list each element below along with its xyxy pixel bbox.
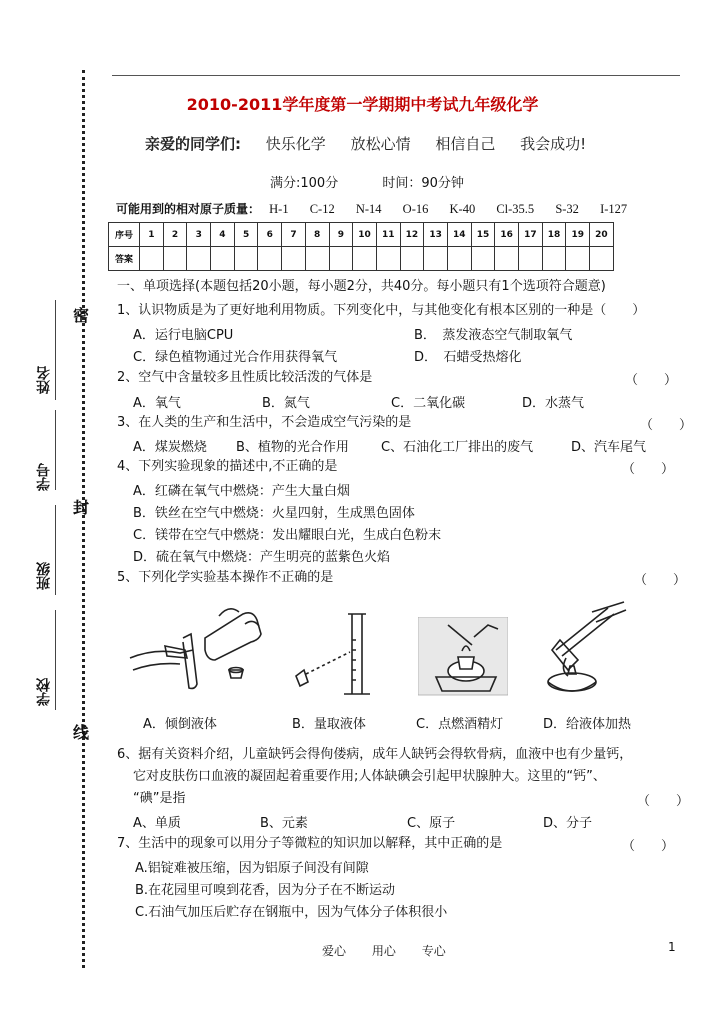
- answer-cell[interactable]: [376, 247, 400, 271]
- answer-table-head: 序号: [109, 223, 140, 247]
- side-field-school-line: [55, 610, 56, 710]
- seal-dotted-line: [82, 70, 85, 968]
- figure-pour-liquid: [125, 598, 275, 698]
- question-5-option-a: A．倾倒液体: [143, 717, 217, 732]
- answer-table-number: 14: [447, 223, 471, 247]
- question-2-option-a: A．氧气: [133, 396, 181, 411]
- question-6-option-c: C、原子: [407, 816, 456, 831]
- side-field-student-id: 学号: [36, 463, 52, 491]
- question-1-stem: 1、认识物质是为了更好地利用物质。下列变化中，与其他变化有根本区别的一种是（ ）: [117, 303, 646, 318]
- answer-cell[interactable]: [400, 247, 424, 271]
- question-2-option-b: B．氮气: [262, 396, 310, 411]
- question-5-option-d: D．给液体加热: [543, 717, 632, 732]
- question-5-option-b: B．量取液体: [292, 717, 366, 732]
- answer-table-number: 5: [234, 223, 258, 247]
- answer-cell[interactable]: [566, 247, 590, 271]
- answer-cell[interactable]: [424, 247, 448, 271]
- answer-cell[interactable]: [542, 247, 566, 271]
- answer-cell[interactable]: [140, 247, 164, 271]
- question-6-line-2: 它对皮肤伤口血液的凝固起着重要作用;人体缺碘会引起甲状腺肿大。这里的“钙”、: [133, 769, 606, 784]
- answer-cell[interactable]: [519, 247, 543, 271]
- question-2-option-d: D．水蒸气: [522, 396, 585, 411]
- page-number: 1: [668, 940, 676, 954]
- answer-cell[interactable]: [234, 247, 258, 271]
- question-3-option-d: D、汽车尾气: [571, 440, 647, 455]
- answer-table-number: 12: [400, 223, 424, 247]
- question-7-option-c: C.石油气加压后贮存在钢瓶中，因为气体分子体积很小: [135, 905, 448, 920]
- question-4-option-d: D．硫在氧气中燃烧：产生明亮的蓝紫色火焰: [133, 550, 391, 565]
- footer-word: 专心: [421, 944, 446, 958]
- side-field-class: 班级: [36, 562, 52, 590]
- question-2-option-c: C．二氧化碳: [391, 396, 466, 411]
- question-7-answer-paren: （ ）: [622, 839, 675, 854]
- question-2-stem: 2、空气中含量较多且性质比较活泼的气体是: [117, 370, 373, 385]
- question-7-option-a: A.铝锭难被压缩，因为铝原子间没有间隙: [135, 861, 369, 876]
- answer-table-answer-row: [109, 247, 614, 271]
- answer-table-number: 8: [305, 223, 329, 247]
- side-field-name-line: [55, 300, 56, 400]
- question-6-option-a: A、单质: [133, 816, 181, 831]
- side-field-name: 姓名: [36, 366, 52, 394]
- answer-cell[interactable]: [258, 247, 282, 271]
- atomic-mass-item: H-1: [269, 202, 289, 216]
- question-6-line-1: 6、据有关资料介绍，儿童缺钙会得佝偻病，成年人缺钙会得软骨病，血液中也有少量钙，: [117, 747, 633, 762]
- seal-char-feng: 封: [73, 498, 90, 517]
- question-1-option-a: A．运行电脑CPU: [133, 328, 234, 343]
- question-3-stem: 3、在人类的生产和生活中，不会造成空气污染的是: [117, 415, 412, 430]
- answer-cell[interactable]: [353, 247, 377, 271]
- question-4-answer-paren: （ ）: [622, 462, 675, 477]
- answer-cell[interactable]: [282, 247, 306, 271]
- answer-table-number: 18: [542, 223, 566, 247]
- greeting-phrase: 我会成功!: [520, 135, 587, 153]
- question-6-line-3: “碘”是指: [133, 791, 186, 806]
- question-5-answer-paren: （ ）: [634, 573, 687, 588]
- side-field-student-id-line: [55, 410, 56, 490]
- answer-table-number: 2: [163, 223, 187, 247]
- figure-light-alcohol-lamp: [418, 617, 508, 697]
- side-field-class-line: [55, 505, 56, 595]
- question-5-stem: 5、下列化学实验基本操作不正确的是: [117, 570, 334, 585]
- answer-cell[interactable]: [187, 247, 211, 271]
- footer-word: 用心: [371, 944, 396, 958]
- answer-table-number: 10: [353, 223, 377, 247]
- question-6-option-b: B、元素: [260, 816, 308, 831]
- greeting-phrase: 快乐化学: [265, 135, 326, 153]
- seal-char-xian: 线: [73, 723, 90, 742]
- page-title: 2010-2011学年度第一学期期中考试九年级化学: [186, 95, 539, 114]
- answer-cell[interactable]: [471, 247, 495, 271]
- question-3-option-a: A．煤炭燃烧: [133, 440, 207, 455]
- question-4-option-c: C．镁带在空气中燃烧：发出耀眼白光，生成白色粉末: [133, 528, 442, 543]
- atomic-mass-item: S-32: [555, 202, 579, 216]
- answer-table-number: 20: [590, 223, 614, 247]
- footer-word: 爱心: [322, 944, 347, 958]
- atomic-masses: [116, 200, 645, 217]
- question-1-option-c: C．绿色植物通过光合作用获得氧气: [133, 350, 338, 365]
- section-heading: 一、单项选择(本题包括20小题，每小题2分，共40分。每小题只有1个选项符合题意): [117, 279, 606, 294]
- atomic-mass-item: I-127: [600, 202, 628, 216]
- answer-cell[interactable]: [329, 247, 353, 271]
- answer-cell[interactable]: [305, 247, 329, 271]
- answer-cell[interactable]: [163, 247, 187, 271]
- answer-table-number: 6: [258, 223, 282, 247]
- answer-table-answer-head: 答案: [109, 247, 140, 271]
- question-7-option-b: B.在花园里可嗅到花香，因为分子在不断运动: [135, 883, 396, 898]
- question-6-option-d: D、分子: [543, 816, 593, 831]
- question-3-option-b: B、植物的光合作用: [236, 440, 349, 455]
- answer-cell[interactable]: [495, 247, 519, 271]
- atomic-mass-item: C-12: [309, 202, 335, 216]
- greeting: [145, 133, 606, 154]
- answer-cell[interactable]: [590, 247, 614, 271]
- question-6-answer-paren: （ ）: [637, 794, 690, 809]
- atomic-masses-label: 可能用到的相对原子质量：: [116, 202, 261, 216]
- question-1-option-d: D． 石蜡受热熔化: [414, 350, 522, 365]
- answer-table: [108, 222, 614, 271]
- question-4-option-a: A．红磷在氧气中燃烧：产生大量白烟: [133, 484, 350, 499]
- answer-table-number: 17: [519, 223, 543, 247]
- question-4-option-b: B．铁丝在空气中燃烧：火星四射，生成黑色固体: [133, 506, 415, 521]
- question-1-option-b: B． 蒸发液态空气制取氧气: [414, 328, 573, 343]
- question-7-stem: 7、生活中的现象可以用分子等微粒的知识加以解释，其中正确的是: [117, 836, 503, 851]
- answer-table-number: 4: [211, 223, 235, 247]
- full-score: 满分:100分: [270, 176, 339, 191]
- greeting-phrase: 相信自己: [435, 135, 496, 153]
- answer-table-number: 3: [187, 223, 211, 247]
- figure-heat-liquid: [538, 600, 628, 700]
- atomic-mass-item: N-14: [355, 202, 382, 216]
- answer-table-number: 11: [376, 223, 400, 247]
- header-rule: [112, 75, 680, 76]
- atomic-mass-item: K-40: [449, 202, 476, 216]
- answer-cell[interactable]: [211, 247, 235, 271]
- answer-cell[interactable]: [447, 247, 471, 271]
- question-2-answer-paren: （ ）: [625, 373, 678, 388]
- greeting-lead: 亲爱的同学们:: [145, 135, 241, 153]
- answer-table-number-row: [109, 223, 614, 247]
- answer-table-number: 13: [424, 223, 448, 247]
- answer-table-number: 9: [329, 223, 353, 247]
- side-field-school: 学校: [36, 678, 52, 706]
- figure-measure-liquid: [282, 610, 372, 700]
- greeting-phrase: 放松心情: [350, 135, 411, 153]
- question-5-option-c: C．点燃酒精灯: [416, 717, 504, 732]
- question-4-stem: 4、下列实验现象的描述中,不正确的是: [117, 459, 338, 474]
- footer-motto: [322, 942, 468, 959]
- exam-meta: [270, 172, 504, 191]
- answer-table-number: 19: [566, 223, 590, 247]
- answer-table-number: 15: [471, 223, 495, 247]
- atomic-mass-item: Cl-35.5: [496, 202, 535, 216]
- atomic-mass-item: O-16: [402, 202, 429, 216]
- answer-table-number: 7: [282, 223, 306, 247]
- answer-table-number: 16: [495, 223, 519, 247]
- exam-time: 时间：90分钟: [382, 176, 464, 191]
- question-3-option-c: C、石油化工厂排出的废气: [381, 440, 534, 455]
- answer-table-number: 1: [140, 223, 164, 247]
- question-3-answer-paren: （ ）: [640, 418, 693, 433]
- seal-char-mi: 密: [73, 306, 90, 325]
